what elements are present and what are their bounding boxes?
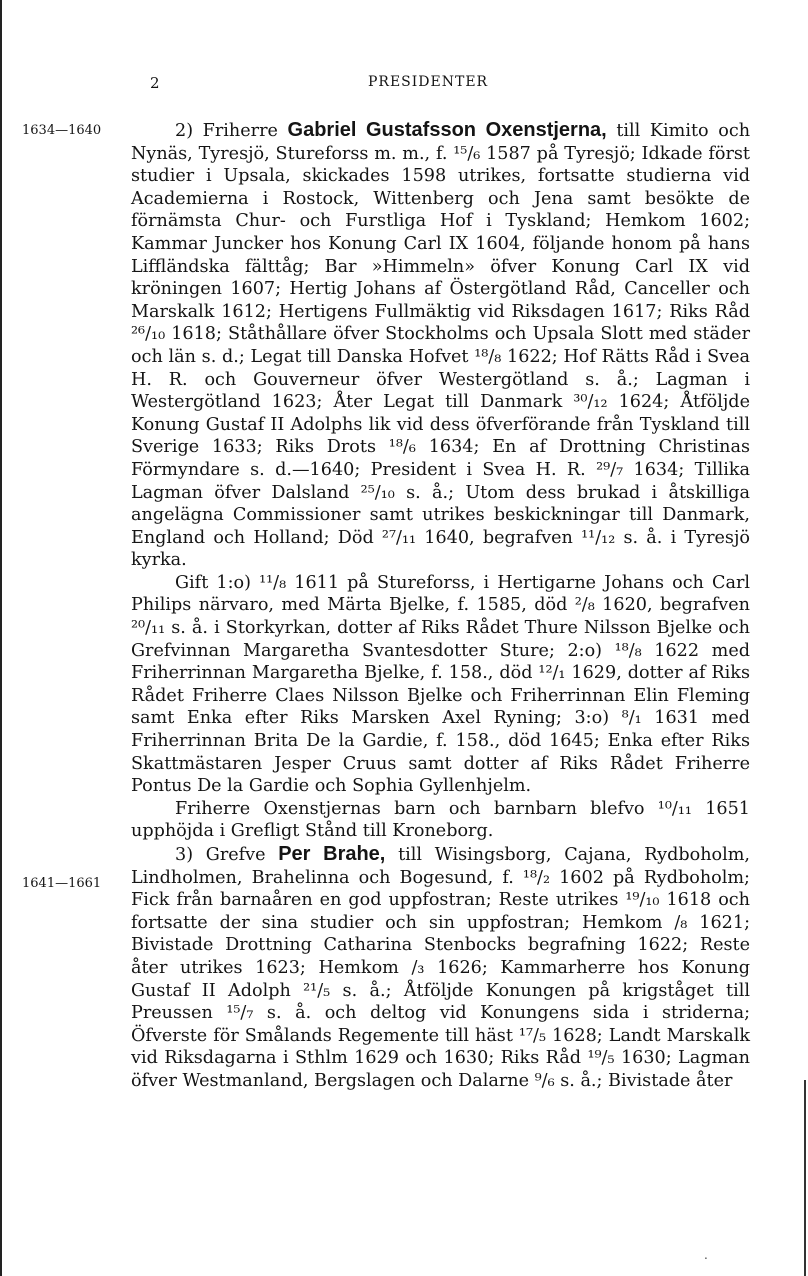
text-block (131, 119, 750, 1093)
page-edge-left (0, 0, 2, 1276)
margin-date-entry-3: 1641—1661 (22, 876, 102, 891)
entry-2-title: Friherre (202, 121, 278, 141)
page-number: 2 (150, 74, 160, 92)
entry-3-text-1: till Wisingsborg, Cajana, Rydboholm, Lindholmen, Brahelinna och Bogesund, f. ¹⁸/₂ 1602 på Rydboholm; Fick från barnaåren en god uppfostran; Reste utrikes ¹⁹/₁₀ 1618 och fortsatte der sina studier och sin uppfostran; Hemkom /₈ 1621; Bivistade Drottning Catharina Stenbocks begrafning 1622; Reste åter utrikes 1623; Hemkom /₃ 1626; Kammarherre hos Konung Gustaf II Adolph ²¹/₅ s. å.; Åtföljde Konungen på krigståget till Preussen ¹⁵/₇ s. å. och deltog vid Konungens sida i striderna; Öfverste för Smålands Regemente till häst ¹⁷/₅ 1628; Landt Marskalk vid Riksdagarna i Sthlm 1629 och 1630; Riks Råd ¹⁹/₅ 1630; Lagman öfver Westmanland, Bergslagen och Dalarne ⁹/₆ s. å.; Bivistade åter (131, 845, 751, 1091)
stray-mark: . (704, 1248, 708, 1262)
entry-2-text-1: till Kimito och Nynäs, Tyresjö, Stureforss m. m., f. ¹⁵/₆ 1587 på Tyresjö; Idkade först studier i Upsala, skickades 1598 utrikes, fortsatte studierna vid Academierna i Rostock, Wittenberg och Jena samt besökte de förnämsta Chur- och Furstliga Hof i Tyskland; Hemkom 1602; Kammar Juncker hos Konung Carl IX 1604, följande honom på hans Liffländska fälttåg; Bar »Himmeln» öfver Konung Carl IX vid kröningen 1607; Hertig Johans af Östergötland Råd, Canceller och Marskalk 1612; Hertigens Fullmäktig vid Riksdagen 1617; Riks Råd ²⁶/₁₀ 1618; Ståthållare öfver Stockholms och Upsala Slott med städer och län s. d.; Legat till Danska Hofvet ¹⁸/₈ 1622; Hof Rätts Råd i Svea H. R. och Gouverneur öfver Westergötland s. å.; Lagman i Westergötland 1623; Åter Legat till Danmark ³⁰/₁₂ 1624; Åtföljde Konung Gustaf II Adolphs lik vid dess öfverförande från Tyskland till Sverige 1633; Riks Drots ¹⁸/₆ 1634; En af Drottning Christinas Förmyndare s. d.—1640; President i Svea H. R. ²⁹/₇ 1634; Tillika Lagman öfver Dalsland ²⁵/₁₀ s. å.; Utom dess brukad i åtskilliga angelägna Commissioner samt utrikes beskickningar till Danmark, England och Holland; Död ²⁷/₁₁ 1640, begrafven ¹¹/₁₂ s. å. i Tyresjö kyrka. (131, 121, 751, 571)
running-title: PRESIDENTER (368, 74, 489, 90)
entry-2-number: 2) (175, 121, 194, 141)
page-edge-right (804, 1080, 806, 1276)
entry-3-number: 3) (175, 845, 194, 865)
entry-3-title: Grefve (205, 845, 266, 865)
entry-2-paragraph-2: Gift 1:o) ¹¹/₈ 1611 på Stureforss, i Hertigarne Johans och Carl Philips närvaro, med Märta Bjelke, f. 1585, död ²/₈ 1620, begrafven ²⁰/₁₁ s. å. i Storkyrkan, dotter af Riks Rådet Thure Nilsson Bjelke och Grefvinnan Margaretha Svantesdotter Sture; 2:o) ¹⁸/₈ 1622 med Friherrinnan Margaretha Bjelke, f. 158., död ¹²/₁ 1629, dotter af Riks Rådet Friherre Claes Nilsson Bjelke och Friherrinnan Elin Fleming samt Enka efter Riks Marsken Axel Ryning; 3:o) ⁸/₁ 1631 med Friherrinnan Brita De la Gardie, f. 158., död 1645; Enka efter Riks Skattmästaren Jesper Cruus samt dotter af Riks Rådet Friherre Pontus De la Gardie och Sophia Gyllenhjelm. (131, 572, 750, 797)
entry-2-paragraph-3: Friherre Oxenstjernas barn och barnbarn blefvo ¹⁰/₁₁ 1651 upphöjda i Grefligt Stånd till Kroneborg. (131, 798, 750, 842)
entry-2-name: Gabriel Gustafsson Oxenstjerna, (287, 119, 607, 141)
margin-date-entry-2: 1634—1640 (22, 123, 102, 138)
entry-3-paragraph-1 (131, 843, 750, 1093)
entry-3-name: Per Brahe, (278, 843, 386, 865)
entry-2-paragraph-1 (131, 119, 750, 572)
